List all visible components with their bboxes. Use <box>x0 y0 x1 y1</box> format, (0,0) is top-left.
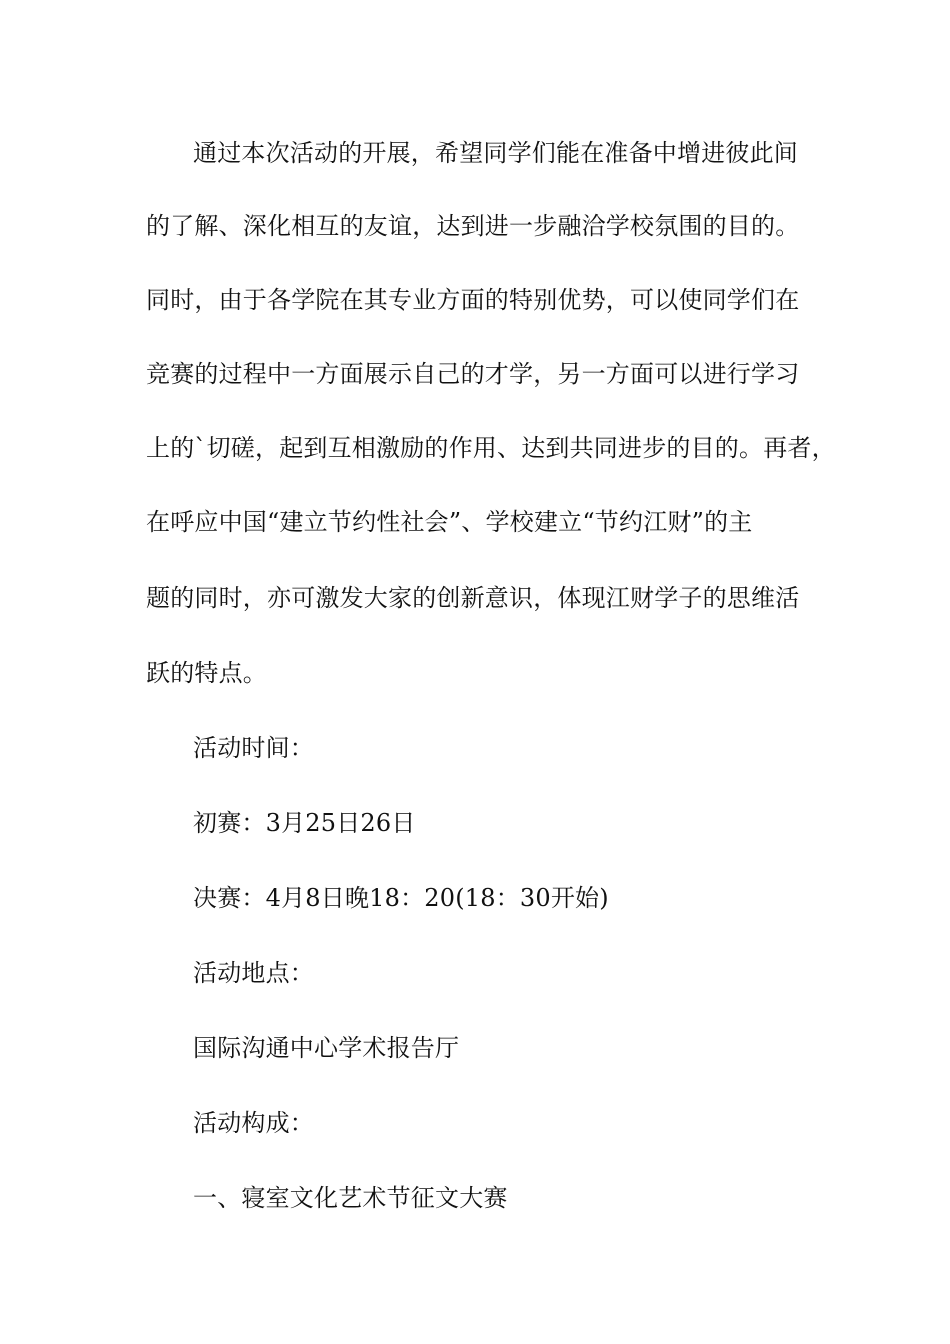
paragraph-line: 通过本次活动的开展，希望同学们能在准备中增进彼此间 <box>193 139 798 167</box>
composition-item-1: 一、寝室文化艺术节征文大赛 <box>193 1184 508 1212</box>
paragraph-line: 的了解、深化相互的友谊，达到进一步融洽学校氛围的目的。 <box>146 212 800 240</box>
time-heading: 活动时间： <box>193 734 314 762</box>
paragraph-line: 跃的特点。 <box>146 659 267 687</box>
paragraph-line: 竞赛的过程中一方面展示自己的才学，另一方面可以进行学习 <box>146 360 800 388</box>
paragraph-line: 同时，由于各学院在其专业方面的特别优势，可以使同学们在 <box>146 286 800 314</box>
paragraph-line: 在呼应中国“建立节约性社会”、学校建立“节约江财”的主 <box>146 508 753 536</box>
final-time: 决赛：4月8日晚18：20(18：30开始) <box>193 884 609 912</box>
composition-heading: 活动构成： <box>193 1109 314 1137</box>
paragraph-line: 上的`切磋，起到互相激励的作用、达到共同进步的目的。再者， <box>146 434 836 462</box>
location-heading: 活动地点： <box>193 959 314 987</box>
location-text: 国际沟通中心学术报告厅 <box>193 1034 460 1062</box>
prelim-time: 初赛：3月25日26日 <box>193 809 416 837</box>
paragraph-line: 题的同时，亦可激发大家的创新意识，体现江财学子的思维活 <box>146 584 800 612</box>
